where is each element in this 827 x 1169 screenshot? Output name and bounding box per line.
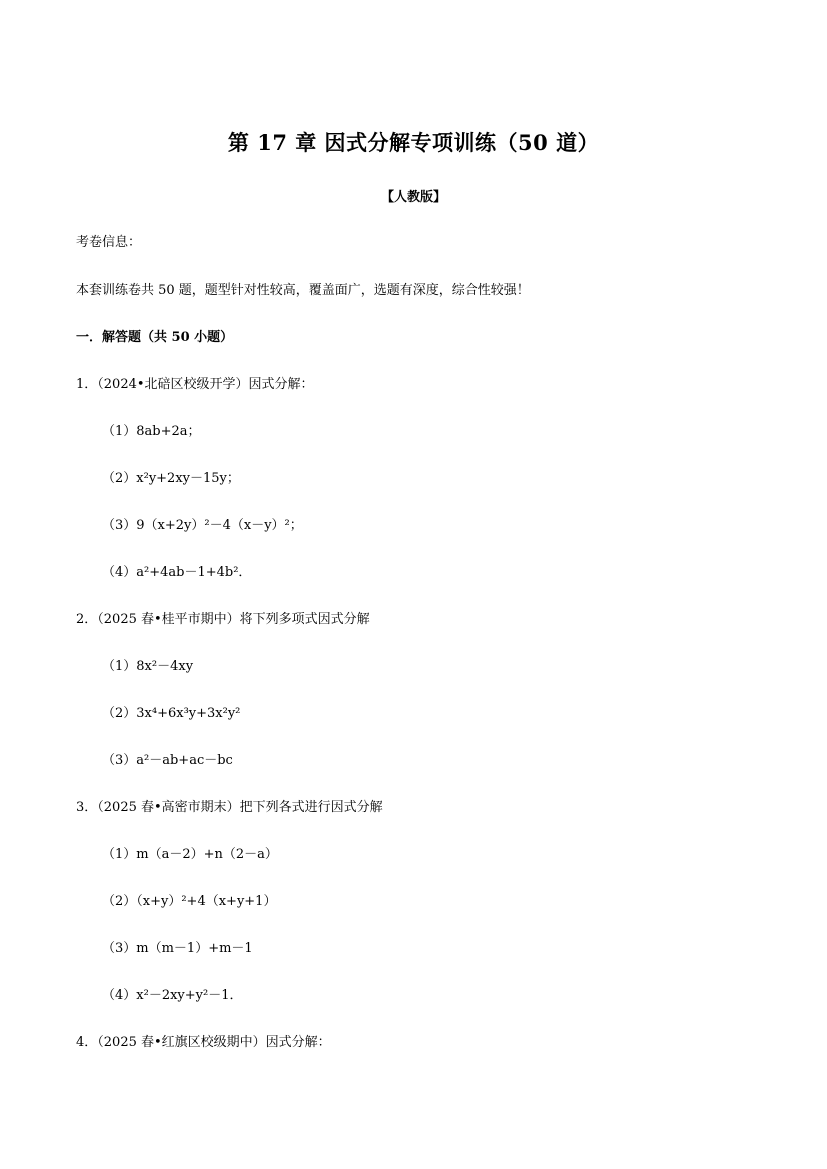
intro-text: 本套训练卷共 50 题，题型针对性较高，覆盖面广，选题有深度，综合性较强！ [76, 283, 530, 298]
exam-info-label: 考卷信息： [76, 235, 142, 250]
problem-1-head: 1．（2024•北碚区校级开学）因式分解： [76, 377, 314, 392]
problem-2-head: 2．（2025 春•桂平市期中）将下列多项式因式分解 [76, 612, 370, 627]
problem-1-part-4: （4）a²+4ab－1+4b²． [102, 565, 252, 580]
page-title: 第 17 章 因式分解专项训练（50 道） [227, 130, 600, 155]
problem-3-part-2: （2）（x+y）²+4（x+y+1） [102, 894, 277, 909]
problem-1-part-1: （1）8ab+2a； [102, 424, 201, 439]
edition-label: 【人教版】 [380, 190, 446, 205]
problem-2-part-3: （3）a²－ab+ac－bc [102, 753, 233, 768]
problem-2-part-2: （2）3x⁴+6x³y+3x²y² [102, 706, 241, 721]
problem-3-part-4: （4）x²－2xy+y²－1． [102, 988, 243, 1003]
section-heading: 一．解答题（共 50 小题） [76, 330, 234, 345]
problem-3-part-3: （3）m（m－1）+m－1 [102, 941, 253, 956]
problem-3-part-1: （1）m（a－2）+n（2－a） [102, 847, 278, 862]
problem-1-part-2: （2）x²y+2xy－15y； [102, 471, 240, 486]
problem-3-head: 3．（2025 春•高密市期末）把下列各式进行因式分解 [76, 800, 383, 815]
problem-4-head: 4．（2025 春•红旗区校级期中）因式分解： [76, 1035, 331, 1050]
problem-2-part-1: （1）8x²－4xy [102, 659, 194, 674]
problem-1-part-3: （3）9（x+2y）²－4（x－y）²； [102, 518, 303, 533]
